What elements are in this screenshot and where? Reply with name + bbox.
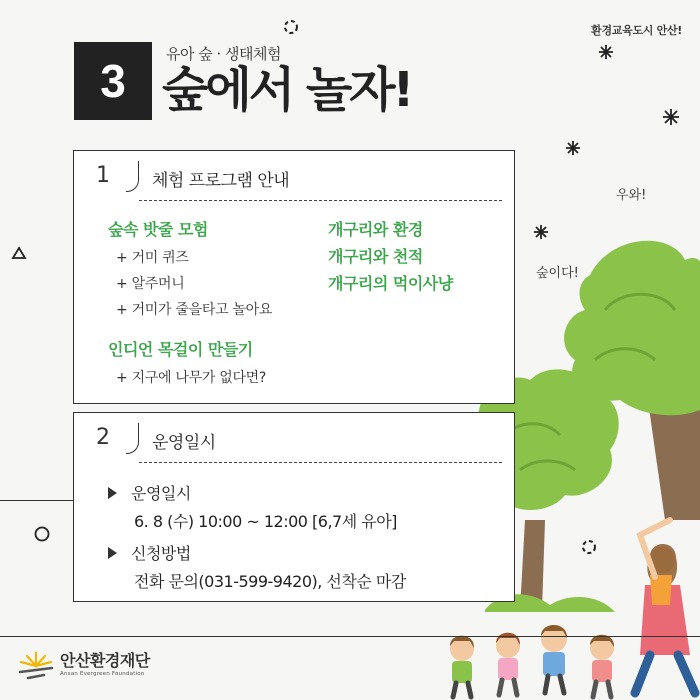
schedule-row — [108, 481, 191, 504]
card-header — [74, 151, 514, 201]
logo-english-name: Ansan Evergreen Foundation — [60, 671, 145, 677]
speech-bubble-wow: 우와! — [616, 188, 647, 203]
program-item: + 알주머니 — [116, 276, 185, 292]
star-icon — [565, 140, 581, 156]
card-title: 체험 프로그램 안내 — [152, 171, 290, 191]
star-icon — [598, 44, 614, 60]
star-icon — [662, 108, 680, 126]
card-title: 운영일시 — [152, 433, 216, 453]
card-header — [74, 413, 514, 463]
program-heading: 인디언 목걸이 만들기 — [108, 340, 253, 359]
triangle-outline-icon — [11, 246, 27, 260]
page-title: 숲에서 놀자! — [162, 62, 412, 118]
city-tagline: 환경교육도시 안산! — [591, 24, 682, 37]
card-number: 2 — [96, 425, 110, 450]
dashed-separator — [139, 462, 502, 463]
program-subtitle: 유아 숲 · 생태체험 — [166, 45, 282, 63]
card-number: 1 — [96, 163, 110, 188]
schedule-row — [108, 541, 191, 564]
foundation-logo — [16, 648, 150, 682]
circle-outline-icon — [33, 525, 51, 543]
program-item: + 거미가 줄을타고 놀아요 — [116, 302, 273, 318]
program-heading: 숲속 밧줄 모험 — [108, 220, 208, 239]
program-heading: 개구리의 먹이사냥 — [328, 274, 453, 293]
play-triangle-icon — [108, 487, 117, 499]
schedule-label: 신청방법 — [131, 544, 191, 563]
section-number-badge: 3 — [74, 42, 152, 120]
schedule-value: 6. 8 (수) 10:00 ~ 12:00 [6,7세 유아] — [134, 512, 397, 531]
dashed-circle-icon — [282, 18, 300, 36]
program-heading: 개구리와 환경 — [328, 220, 423, 239]
play-triangle-icon — [108, 547, 117, 559]
schedule-label: 운영일시 — [131, 484, 191, 503]
program-heading: 개구리와 천적 — [328, 247, 423, 266]
sun-logo-icon — [16, 648, 56, 682]
logo-korean-name: 안산환경재단 — [60, 651, 150, 670]
dashed-separator — [139, 200, 502, 201]
divider-line — [0, 500, 73, 501]
schedule-value: 전화 문의(031-599-9420), 선착순 마감 — [134, 572, 406, 591]
children-walking-illustration — [440, 515, 700, 700]
speech-bubble-forest: 숲이다! — [536, 266, 579, 281]
program-info-card — [73, 150, 515, 404]
program-item: + 거미 퀴즈 — [116, 250, 189, 266]
header-divider — [126, 161, 139, 192]
header-divider — [126, 423, 139, 454]
footer-divider — [0, 636, 700, 637]
program-item: + 지구에 나무가 없다면? — [116, 370, 267, 386]
